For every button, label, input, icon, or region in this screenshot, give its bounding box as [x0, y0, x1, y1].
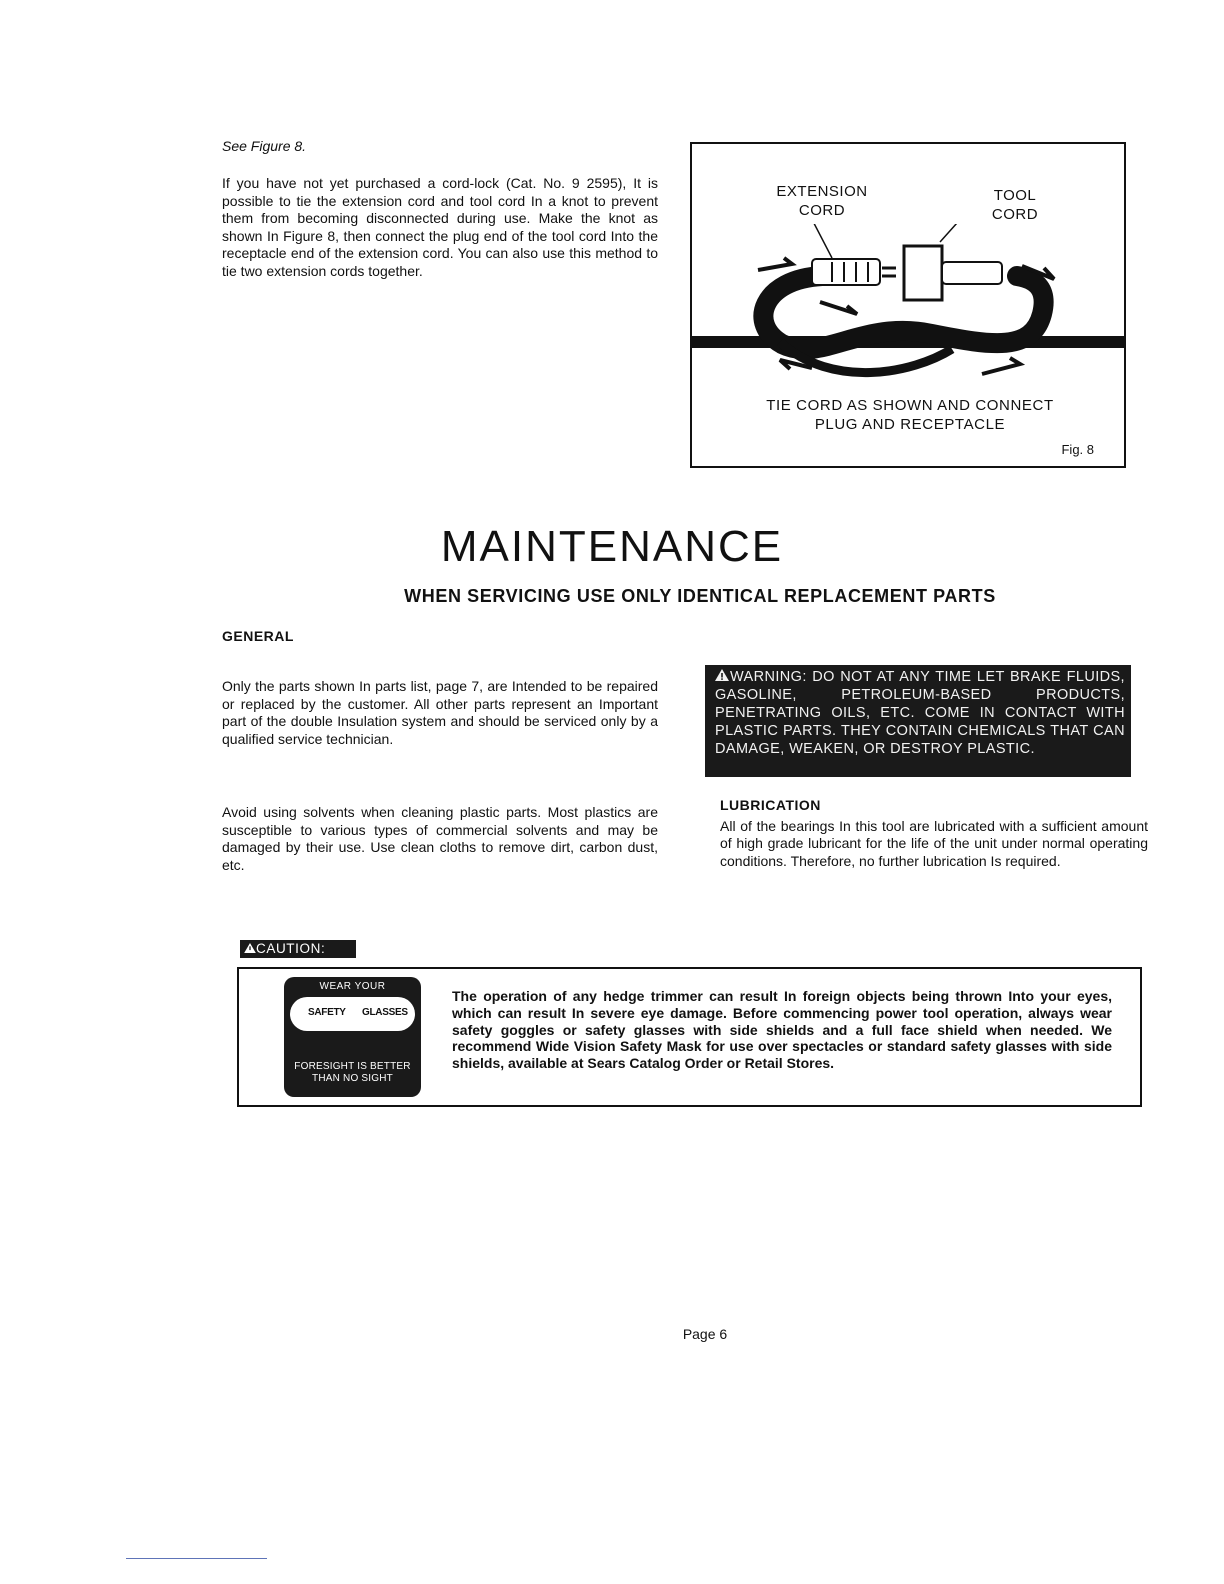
- figure-caption-line1: TIE CORD AS SHOWN AND CONNECT: [766, 397, 1054, 414]
- lubrication-text: All of the bearings In this tool are lubricated with a sufficient amount of high grade lubricant for the life of the unit under normal operating conditions. Therefore, no further lubrication Is required.: [720, 818, 1148, 869]
- figure-number: Fig. 8: [1061, 442, 1094, 457]
- replacement-parts-subtitle: WHEN SERVICING USE ONLY IDENTICAL REPLACEMENT PARTS: [404, 586, 996, 606]
- warning-box: [705, 665, 1131, 777]
- general-paragraph-solvents: Avoid using solvents when cleaning plastic parts. Most plastics are susceptible to various types of commercial solvents and may be damaged by their use. Use clean cloths to remove dirt, carbon dust, etc.: [222, 804, 658, 873]
- see-figure-reference: See Figure 8.: [222, 138, 307, 154]
- footer-rule: [126, 1558, 267, 1559]
- maintenance-title: MAINTENANCE: [440, 522, 784, 571]
- goggles-icon: [290, 997, 415, 1031]
- general-heading: GENERAL: [222, 628, 294, 644]
- badge-bottom-line1: FORESIGHT IS BETTER: [294, 1061, 411, 1072]
- tool-cord-label: [960, 186, 1070, 224]
- caution-triangle-icon: [244, 943, 256, 953]
- goggles-right-lens-text: GLASSES: [362, 1007, 408, 1018]
- figure-caption: [702, 396, 1118, 434]
- lubrication-heading: LUBRICATION: [720, 797, 821, 813]
- tool-cord-label-line1: TOOL: [993, 187, 1037, 204]
- cord-knot-illustration: [692, 224, 1124, 396]
- figure-8-box: [690, 142, 1126, 468]
- goggles-left-lens-text: SAFETY: [308, 1007, 346, 1018]
- tool-cord-label-line2: CORD: [991, 206, 1039, 223]
- badge-bottom-text: [284, 1061, 421, 1085]
- figure-caption-line2: PLUG AND RECEPTACLE: [814, 416, 1006, 433]
- page-number: Page 6: [682, 1326, 728, 1342]
- badge-top-text: WEAR YOUR: [319, 981, 386, 992]
- safety-glasses-badge: [284, 977, 421, 1097]
- caution-text: The operation of any hedge trimmer can result In foreign objects being thrown Into your eyes, which can result In severe eye damage. Before commencing power tool operation, always wear safety goggles or safety glasses with side shields and a full face shield when needed. We recommend Wide Vision Safety Mask for use over spectacles or standard safety glasses with side shields, available at Sears Catalog Order or Retail Stores.: [452, 988, 1112, 1072]
- badge-bottom-line2: THAN NO SIGHT: [312, 1073, 393, 1084]
- extension-cord-label-line2: CORD: [798, 202, 846, 219]
- warning-triangle-icon: [715, 669, 729, 681]
- extension-cord-label-line1: EXTENSION: [776, 183, 868, 200]
- caution-tag-label: CAUTION:: [256, 941, 326, 956]
- cord-tie-instructions: If you have not yet purchased a cord-lock (Cat. No. 9 2595), It is possible to tie the extension cord and tool cord In a knot to prevent them from becoming disconnected during use. Make the knot as shown In Figure 8, then connect the plug end of the tool cord Into the receptacle end of the extension cord. You can also use this method to tie two extension cords together.: [222, 175, 658, 279]
- caution-tag: [240, 940, 356, 958]
- general-paragraph-parts: Only the parts shown In parts list, page 7, are Intended to be repaired or replaced by the customer. All other parts represent an Important part of the double Insulation system and should be serviced only by a qualified service technician.: [222, 678, 658, 747]
- extension-cord-label: [752, 182, 892, 220]
- warning-text: WARNING: DO NOT AT ANY TIME LET BRAKE FLUIDS, GASOLINE, PETROLEUM-BASED PRODUCTS, PENETRATING OILS, ETC. COME IN CONTACT WITH PLASTIC PARTS. THEY CONTAIN CHEMICALS THAT CAN DAMAGE, WEAKEN, OR DESTROY PLASTIC.: [715, 669, 1125, 757]
